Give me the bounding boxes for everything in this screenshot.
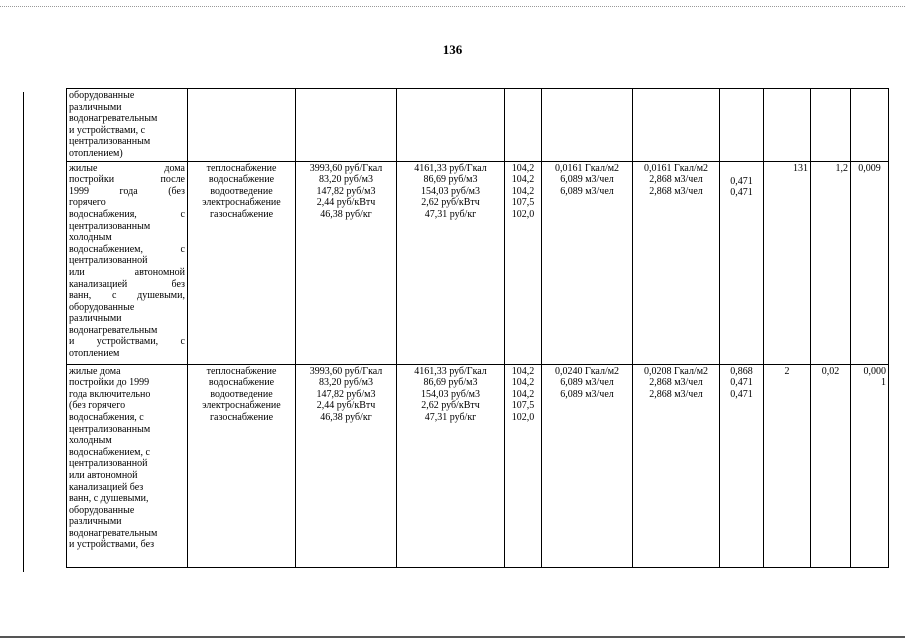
cell-coef bbox=[720, 89, 764, 162]
cell-line: 0,0240 Гкал/м2 bbox=[554, 365, 620, 377]
cell-line: холодным bbox=[69, 435, 112, 447]
cell-norm-2 bbox=[633, 364, 720, 567]
cell-line: 1999 года (без bbox=[69, 185, 185, 197]
cell-line: теплоснабжение bbox=[206, 365, 277, 377]
cell-line: 147,82 руб/м3 bbox=[316, 185, 376, 197]
cell-line: 131 bbox=[793, 162, 808, 174]
cell-line: централизованным bbox=[69, 423, 151, 435]
cell-line: 0,471 bbox=[730, 187, 753, 199]
cell-line: водоотведение bbox=[210, 388, 273, 400]
cell-coef bbox=[720, 364, 764, 567]
tariff-table bbox=[66, 88, 889, 568]
cell-line: электроснабжение bbox=[202, 400, 281, 412]
cell-line: холодным bbox=[69, 232, 112, 244]
cell-line: 104,2 bbox=[511, 174, 535, 186]
cell-coef bbox=[720, 161, 764, 364]
cell-norm-2 bbox=[633, 161, 720, 364]
cell-line: оборудованные bbox=[69, 301, 135, 313]
cell-line: оборудованные bbox=[69, 90, 135, 101]
cell-index bbox=[505, 89, 542, 162]
cell-line: жилые дома bbox=[69, 162, 185, 174]
cell-line: 46,38 руб/кг bbox=[320, 208, 372, 220]
cell-line: 47,31 руб/кг bbox=[424, 411, 477, 423]
cell-line: 2,44 руб/кВтч bbox=[316, 400, 376, 412]
cell-tariff-before bbox=[296, 364, 397, 567]
cell-line: 6,089 м3/чел bbox=[560, 377, 614, 389]
page-number: 136 bbox=[442, 42, 463, 57]
cell-description bbox=[67, 364, 188, 567]
scan-edge-bottom bbox=[0, 636, 905, 638]
cell-line: 0,009 bbox=[858, 162, 881, 174]
cell-tariff-after bbox=[397, 161, 505, 364]
cell-line: 86,69 руб/м3 bbox=[423, 377, 478, 389]
cell-line: 3993,60 руб/Гкал bbox=[309, 365, 383, 377]
table-row bbox=[67, 161, 889, 364]
cell-line: 0,0208 Гкал/м2 bbox=[643, 365, 709, 377]
cell-c11 bbox=[851, 161, 889, 364]
cell-line: 83,20 руб/м3 bbox=[319, 174, 373, 186]
cell-norm bbox=[542, 161, 633, 364]
cell-line: 47,31 руб/кг bbox=[424, 208, 477, 220]
cell-line: водоснабжением, с bbox=[69, 446, 150, 458]
cell-line: водоснабжение bbox=[208, 174, 275, 186]
cell-line: 2,868 м3/чел bbox=[649, 185, 703, 197]
cell-line: 3993,60 руб/Гкал bbox=[309, 162, 383, 174]
cell-line: 154,03 руб/м3 bbox=[421, 388, 480, 400]
cell-line: 104,2 bbox=[511, 162, 535, 174]
cell-line: жилые дома bbox=[69, 365, 121, 377]
cell-line: оборудованные bbox=[69, 504, 135, 516]
cell-c11 bbox=[851, 89, 889, 162]
cell-line: 2,44 руб/кВтч bbox=[316, 197, 376, 209]
cell-line: 2,868 м3/чел bbox=[649, 377, 703, 389]
cell-line: 4161,33 руб/Гкал bbox=[414, 162, 487, 174]
cell-line: 102,0 bbox=[511, 411, 535, 423]
cell-line: постройки до 1999 bbox=[69, 377, 150, 389]
cell-line: водонагревательным bbox=[69, 527, 158, 539]
cell-services bbox=[188, 364, 296, 567]
cell-line: 2,62 руб/кВтч bbox=[421, 400, 480, 412]
cell-line: 104,2 bbox=[511, 377, 535, 389]
cell-line: 2 bbox=[784, 365, 790, 377]
cell-line: централизованным bbox=[69, 220, 151, 232]
table-row bbox=[67, 364, 889, 567]
cell-index bbox=[505, 364, 542, 567]
cell-line: 6,089 м3/чел bbox=[560, 185, 614, 197]
cell-line: постройки после bbox=[69, 174, 185, 186]
cell-line: 0,868 bbox=[730, 365, 753, 377]
cell-line: централизованной bbox=[69, 255, 148, 267]
cell-c10 bbox=[811, 89, 851, 162]
cell-line: 104,2 bbox=[511, 388, 535, 400]
cell-line: водоотведение bbox=[210, 185, 273, 197]
cell-line: теплоснабжение bbox=[206, 162, 277, 174]
cell-line: 0,471 bbox=[730, 175, 753, 187]
cell-line: 0,000 bbox=[863, 365, 886, 377]
cell-norm bbox=[542, 364, 633, 567]
cell-line: 83,20 руб/м3 bbox=[319, 377, 373, 389]
cell-line: канализацией без bbox=[69, 278, 185, 290]
cell-c10 bbox=[811, 364, 851, 567]
cell-line: и устройствами, с bbox=[69, 336, 185, 348]
cell-line: централизованной bbox=[69, 458, 148, 470]
cell-line: электроснабжение bbox=[202, 197, 281, 209]
cell-description bbox=[67, 161, 188, 364]
cell-line: 0,471 bbox=[730, 388, 753, 400]
cell-line: газоснабжение bbox=[209, 208, 274, 220]
cell-services bbox=[188, 161, 296, 364]
cell-norm-2 bbox=[633, 89, 720, 162]
cell-c9 bbox=[764, 161, 811, 364]
cell-line: 4161,33 руб/Гкал bbox=[414, 365, 487, 377]
cell-description bbox=[67, 89, 188, 162]
cell-line: и устройствами, без bbox=[69, 539, 155, 551]
cell-line: 0,0161 Гкал/м2 bbox=[643, 162, 709, 174]
cell-line: 1,2 bbox=[835, 162, 848, 174]
cell-line: водоснабжения, с bbox=[69, 208, 185, 220]
cell-line: 2,62 руб/кВтч bbox=[421, 197, 480, 209]
cell-line: 104,2 bbox=[511, 365, 535, 377]
cell-line: водоснабжение bbox=[208, 377, 275, 389]
cell-line: 102,0 bbox=[511, 208, 535, 220]
cell-line: централизованным bbox=[69, 136, 151, 148]
cell-tariff-after bbox=[397, 89, 505, 162]
cell-c11 bbox=[851, 364, 889, 567]
cell-line: ванн, с душевыми, bbox=[69, 493, 149, 505]
cell-line: или автономной bbox=[69, 266, 185, 278]
cell-line: 1 bbox=[881, 377, 886, 389]
cell-c9 bbox=[764, 364, 811, 567]
cell-line: 107,5 bbox=[511, 400, 535, 412]
cell-line: 0,02 bbox=[821, 365, 840, 377]
cell-line: года включительно bbox=[69, 388, 151, 400]
cell-line: различными bbox=[69, 101, 122, 113]
cell-line: отоплением) bbox=[69, 147, 123, 159]
cell-line: отоплением bbox=[69, 348, 120, 360]
cell-line: 6,089 м3/чел bbox=[560, 174, 614, 186]
cell-line: горячего bbox=[69, 197, 106, 209]
cell-line: канализацией без bbox=[69, 481, 144, 493]
cell-line: водоснабжения, с bbox=[69, 411, 144, 423]
cell-line: 147,82 руб/м3 bbox=[316, 388, 376, 400]
cell-line: (без горячего bbox=[69, 400, 126, 412]
cell-line: 2,868 м3/чел bbox=[649, 174, 703, 186]
cell-line: 2,868 м3/чел bbox=[649, 388, 703, 400]
cell-line: водонагревательным bbox=[69, 113, 158, 125]
cell-line: водонагревательным bbox=[69, 324, 158, 336]
cell-tariff-after bbox=[397, 364, 505, 567]
cell-tariff-before bbox=[296, 161, 397, 364]
cell-line: водоснабжением, с bbox=[69, 243, 185, 255]
cell-line: различными bbox=[69, 313, 122, 325]
cell-line: различными bbox=[69, 516, 122, 528]
cell-line: 86,69 руб/м3 bbox=[423, 174, 478, 186]
cell-tariff-before bbox=[296, 89, 397, 162]
cell-line: или автономной bbox=[69, 469, 138, 481]
cell-line: и устройствами, с bbox=[69, 124, 146, 136]
margin-rule bbox=[23, 92, 24, 572]
cell-line: 6,089 м3/чел bbox=[560, 388, 614, 400]
cell-line: ванн, с душевыми, bbox=[69, 290, 185, 302]
cell-c10 bbox=[811, 161, 851, 364]
cell-line: 107,5 bbox=[511, 197, 535, 209]
cell-line: 154,03 руб/м3 bbox=[421, 185, 480, 197]
cell-line: 46,38 руб/кг bbox=[320, 411, 372, 423]
table-row bbox=[67, 89, 889, 162]
cell-line: 0,0161 Гкал/м2 bbox=[554, 162, 620, 174]
scan-edge-top bbox=[0, 6, 905, 7]
cell-line: газоснабжение bbox=[209, 411, 274, 423]
cell-line: 104,2 bbox=[511, 185, 535, 197]
cell-norm bbox=[542, 89, 633, 162]
cell-index bbox=[505, 161, 542, 364]
cell-c9 bbox=[764, 89, 811, 162]
cell-services bbox=[188, 89, 296, 162]
cell-line: 0,471 bbox=[730, 377, 753, 389]
